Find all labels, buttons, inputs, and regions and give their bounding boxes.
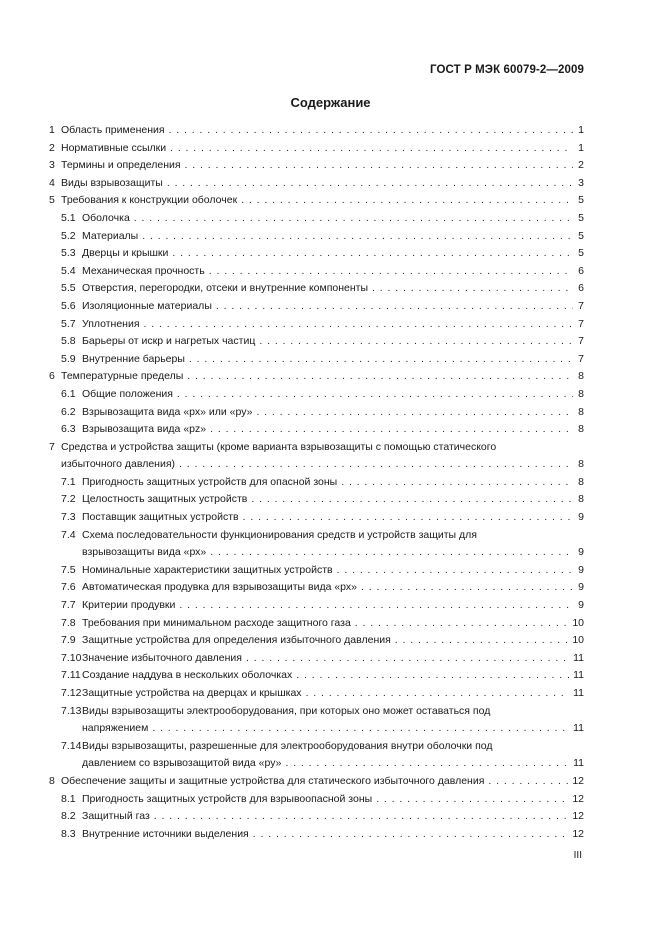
dot-leader xyxy=(185,157,573,175)
page-title: Содержание xyxy=(290,95,371,110)
toc-entry-number: 8 xyxy=(49,774,55,787)
toc-entry-number: 7 xyxy=(49,440,55,453)
dot-leader xyxy=(210,421,573,439)
toc-entry-text: Обеспечение защиты и защитные устройства для статического избыточного давления xyxy=(61,774,485,787)
toc-entry xyxy=(49,527,584,562)
toc-entry-number: 7.7 xyxy=(61,599,76,612)
dot-leader xyxy=(372,280,573,298)
dot-leader xyxy=(152,720,569,738)
toc-entry-number: 7.12 xyxy=(61,687,82,699)
toc-entry-page: 8 xyxy=(578,423,584,436)
toc-entry-page: 8 xyxy=(578,493,584,506)
dot-leader xyxy=(241,192,573,210)
toc-entry xyxy=(49,404,584,422)
dot-leader xyxy=(170,140,573,158)
toc-entry-number: 7.8 xyxy=(61,616,76,629)
toc-entry-text: Уплотнения xyxy=(82,317,140,330)
dot-leader xyxy=(243,509,573,527)
toc-entry-text-first-line: Схема последовательности функционирования средств и устройств защиты для xyxy=(82,528,477,541)
dot-leader xyxy=(361,579,573,597)
toc-entry-page: 8 xyxy=(578,458,584,471)
toc-entry-page: 10 xyxy=(572,634,584,647)
toc-entry-number: 7.1 xyxy=(61,475,76,488)
toc-entry xyxy=(49,791,584,809)
dot-leader xyxy=(259,333,573,351)
toc-entry xyxy=(49,157,584,175)
toc-entry xyxy=(49,263,584,281)
toc-entry-page: 10 xyxy=(572,616,584,629)
toc-entry-text: Отверстия, перегородки, отсеки и внутренние компоненты xyxy=(82,282,369,295)
toc-entry-text: Пригодность защитных устройств для опасной зоны xyxy=(82,475,338,488)
toc-entry-text: Защитные устройства для определения избыточного давления xyxy=(82,634,391,647)
toc-entry-page: 9 xyxy=(578,581,584,594)
toc-entry-text: Создание наддува в нескольких оболочках xyxy=(82,669,293,682)
toc-entry-text: Общие положения xyxy=(82,387,173,400)
toc-entry xyxy=(49,474,584,492)
toc-entry-page: 11 xyxy=(573,722,584,735)
toc-entry xyxy=(49,808,584,826)
toc-entry xyxy=(49,333,584,351)
toc-entry-number: 5.3 xyxy=(61,247,76,260)
document-header: ГОСТ Р МЭК 60079-2—2009 xyxy=(430,64,584,76)
toc-entry-page: 8 xyxy=(578,405,584,418)
dot-leader xyxy=(167,175,573,193)
toc-entry-number: 7.9 xyxy=(61,634,76,647)
toc-entry-page: 12 xyxy=(572,792,584,805)
toc-entry-page: 7 xyxy=(578,352,584,365)
toc-entry-text: Область применения xyxy=(61,124,165,136)
toc-entry xyxy=(49,280,584,298)
toc-entry-text: Пригодность защитных устройств для взрывоопасной зоны xyxy=(82,792,373,805)
toc-entry-text: избыточного давления) xyxy=(61,458,176,471)
toc-entry-page: 2 xyxy=(578,159,584,172)
page-number: III xyxy=(573,850,582,861)
toc-entry-page: 9 xyxy=(578,563,584,576)
dot-leader xyxy=(251,491,573,509)
toc-entry xyxy=(49,826,584,844)
toc-entry xyxy=(49,192,584,210)
dot-leader xyxy=(256,404,573,422)
dot-leader xyxy=(341,474,573,492)
toc-entry-text: Механическая прочность xyxy=(82,264,205,277)
toc-entry-text: Нормативные ссылки xyxy=(61,141,167,154)
toc-entry-page: 6 xyxy=(578,282,584,295)
toc-entry-number: 5.2 xyxy=(61,229,76,242)
toc-entry-number: 5.1 xyxy=(61,211,76,224)
toc-entry-page: 8 xyxy=(578,370,584,383)
toc-entry xyxy=(49,140,584,158)
toc-entry-page: 5 xyxy=(578,194,584,207)
toc-entry xyxy=(49,368,584,386)
toc-entry xyxy=(49,632,584,650)
toc-entry-page: 12 xyxy=(572,827,584,840)
table-of-contents xyxy=(49,122,584,843)
toc-entry-number: 7.6 xyxy=(61,581,76,594)
dot-leader xyxy=(179,456,573,474)
toc-entry-text: напряжением xyxy=(82,722,149,735)
toc-entry xyxy=(49,316,584,334)
toc-entry-number: 1 xyxy=(49,124,55,136)
toc-entry xyxy=(49,562,584,580)
toc-entry-number: 5.7 xyxy=(61,317,76,330)
toc-entry-page: 11 xyxy=(573,651,584,664)
toc-entry-text: Требования при минимальном расходе защитного газа xyxy=(82,616,351,629)
toc-entry xyxy=(49,650,584,668)
dot-leader xyxy=(246,650,569,668)
dot-leader xyxy=(337,562,573,580)
toc-entry-page: 9 xyxy=(578,511,584,524)
dot-leader xyxy=(187,368,573,386)
toc-entry-text: давлением со взрывозащитой вида «ру» xyxy=(82,757,282,770)
toc-entry-page: 11 xyxy=(573,687,584,699)
toc-entry-number: 6.1 xyxy=(61,387,76,400)
toc-entry-text: Значение избыточного давления xyxy=(82,651,242,664)
toc-entry-text: Материалы xyxy=(82,229,139,242)
toc-entry-text: Автоматическая продувка для взрывозащиты вида «рх» xyxy=(82,581,357,594)
toc-entry-page: 12 xyxy=(572,810,584,823)
toc-entry-page: 11 xyxy=(573,669,584,682)
dot-leader xyxy=(395,632,569,650)
dot-leader xyxy=(169,122,573,140)
toc-entry-number: 8.3 xyxy=(61,827,76,840)
toc-entry-text-first-line: Виды взрывозащиты, разрешенные для электрооборудования внутри оболочки под xyxy=(82,739,493,752)
toc-entry-page: 5 xyxy=(578,211,584,224)
dot-leader xyxy=(144,316,573,334)
toc-entry-number: 5.5 xyxy=(61,282,76,295)
toc-entry-number: 7.11 xyxy=(61,669,81,682)
toc-entry-text: Целостность защитных устройств xyxy=(82,493,248,506)
toc-entry-number: 8.1 xyxy=(61,792,76,805)
toc-entry-text: Взрывозащита вида «рх» или «ру» xyxy=(82,405,253,418)
toc-entry-text: Защитные устройства на дверцах и крышках xyxy=(82,687,302,699)
toc-entry xyxy=(49,439,584,474)
toc-entry xyxy=(49,245,584,263)
dot-leader xyxy=(285,755,569,773)
dot-leader xyxy=(209,263,573,281)
toc-entry-text: Внутренние источники выделения xyxy=(82,827,249,840)
toc-entry-number: 4 xyxy=(49,176,55,189)
toc-entry-number: 5.8 xyxy=(61,335,76,348)
toc-entry-text: Взрывозащита вида «pz» xyxy=(82,423,207,436)
toc-entry-page: 8 xyxy=(578,475,584,488)
toc-entry-page: 5 xyxy=(578,247,584,260)
toc-entry-text: Критерии продувки xyxy=(82,599,176,612)
toc-entry-number: 5 xyxy=(49,194,55,207)
toc-entry-page: 1 xyxy=(578,141,584,154)
toc-entry xyxy=(49,703,584,738)
dot-leader xyxy=(216,298,573,316)
toc-entry-number: 5.6 xyxy=(61,299,76,312)
toc-entry-page: 9 xyxy=(578,599,584,612)
toc-entry-text: Требования к конструкции оболочек xyxy=(61,194,238,207)
toc-entry-number: 5.4 xyxy=(61,264,76,277)
toc-entry-text: Поставщик защитных устройств xyxy=(82,511,239,524)
toc-entry-number: 7.2 xyxy=(61,493,76,506)
toc-entry xyxy=(49,351,584,369)
dot-leader xyxy=(189,351,573,369)
toc-entry-text: Номинальные характеристики защитных устройств xyxy=(82,563,333,576)
dot-leader xyxy=(134,210,573,228)
toc-entry xyxy=(49,228,584,246)
toc-entry xyxy=(49,597,584,615)
dot-leader xyxy=(296,667,569,685)
toc-entry xyxy=(49,579,584,597)
toc-entry-text: Внутренние барьеры xyxy=(82,352,185,365)
toc-entry-number: 7.3 xyxy=(61,511,76,524)
toc-entry xyxy=(49,210,584,228)
dot-leader xyxy=(488,773,568,791)
toc-entry xyxy=(49,773,584,791)
dot-leader xyxy=(177,386,573,404)
dot-leader xyxy=(154,808,569,826)
toc-entry xyxy=(49,667,584,685)
toc-entry xyxy=(49,685,584,703)
toc-entry-text-first-line: Средства и устройства защиты (кроме варианта взрывозащиты с помощью статического xyxy=(61,440,497,453)
toc-entry-page: 6 xyxy=(578,264,584,277)
toc-entry xyxy=(49,615,584,633)
toc-entry-text: Барьеры от искр и нагретых частиц xyxy=(82,335,256,348)
toc-entry-page: 12 xyxy=(572,774,584,787)
toc-entry-text: Термины и определения xyxy=(61,159,181,172)
dot-leader xyxy=(172,245,573,263)
toc-entry-page: 8 xyxy=(578,387,584,400)
toc-entry-page: 9 xyxy=(578,546,584,559)
dot-leader xyxy=(253,826,569,844)
dot-leader xyxy=(179,597,573,615)
dot-leader xyxy=(142,228,573,246)
toc-entry-page: 7 xyxy=(578,317,584,330)
dot-leader xyxy=(306,685,570,703)
toc-entry-page: 7 xyxy=(578,335,584,348)
toc-entry-number: 8.2 xyxy=(61,810,76,823)
toc-entry-page: 5 xyxy=(578,229,584,242)
dot-leader xyxy=(210,544,573,562)
toc-entry-number: 6 xyxy=(49,370,55,383)
toc-entry xyxy=(49,386,584,404)
toc-entry xyxy=(49,491,584,509)
toc-entry xyxy=(49,298,584,316)
toc-entry-number: 6.2 xyxy=(61,405,76,418)
toc-entry-number: 7.5 xyxy=(61,563,76,576)
toc-entry-text: Защитный газ xyxy=(82,810,150,823)
toc-entry xyxy=(49,509,584,527)
toc-entry-page: 1 xyxy=(578,124,584,136)
dot-leader xyxy=(376,791,568,809)
toc-entry-number: 6.3 xyxy=(61,423,76,436)
toc-entry-page: 11 xyxy=(573,757,584,770)
toc-entry xyxy=(49,175,584,193)
toc-entry-text: Оболочка xyxy=(82,211,130,224)
toc-entry-number: 7.13 xyxy=(61,704,82,717)
toc-entry-number: 3 xyxy=(49,159,55,172)
toc-entry-text: взрывозащиты вида «рх» xyxy=(82,546,207,559)
toc-entry-page: 7 xyxy=(578,299,584,312)
toc-entry-text-first-line: Виды взрывозащиты электрооборудования, при которых оно может оставаться под xyxy=(82,704,491,717)
toc-entry-number: 5.9 xyxy=(61,352,76,365)
dot-leader xyxy=(355,615,569,633)
toc-entry-text: Виды взрывозащиты xyxy=(61,176,163,189)
toc-entry-text: Дверцы и крышки xyxy=(82,247,169,260)
toc-entry xyxy=(49,421,584,439)
toc-entry-text: Изоляционные материалы xyxy=(82,299,212,312)
toc-entry xyxy=(49,122,584,140)
toc-entry-number: 7.14 xyxy=(61,739,82,752)
toc-entry-number: 2 xyxy=(49,141,55,154)
toc-entry xyxy=(49,738,584,773)
toc-entry-page: 3 xyxy=(578,176,584,189)
toc-entry-text: Температурные пределы xyxy=(61,370,184,383)
toc-entry-number: 7.10 xyxy=(61,651,82,664)
toc-entry-number: 7.4 xyxy=(61,528,76,541)
